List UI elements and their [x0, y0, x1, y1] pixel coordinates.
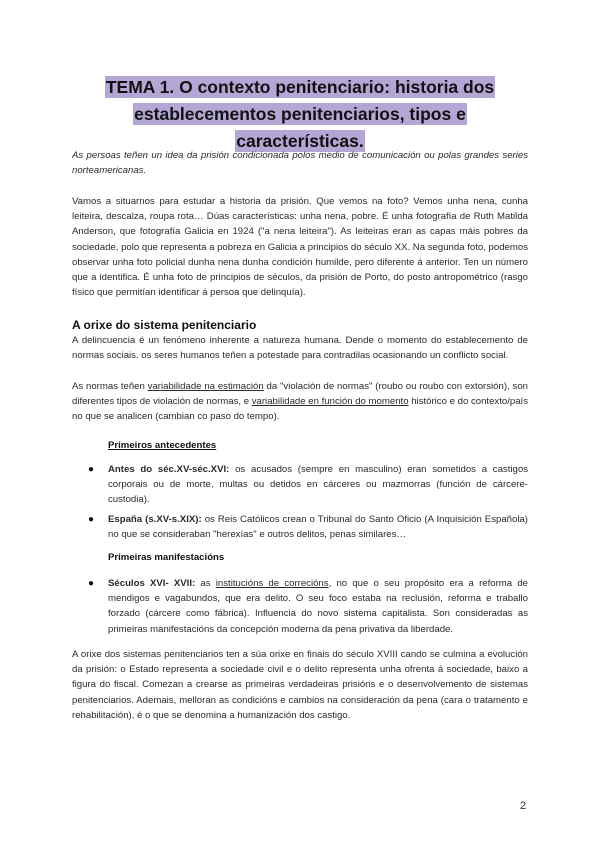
bullet-icon: ● [88, 464, 95, 475]
paragraph-norms [72, 379, 528, 425]
link-variability-moment[interactable]: variabilidade en función do momento [251, 396, 409, 408]
norms-text-2: da "violación de normas" (roubo ou roubo con extorsión), son diferentes tipos de violación de normas, e [72, 381, 528, 408]
paragraph-history: Vamos a situarnos para estudar a historia da prisión. Que vemos na foto? Vemos unha nena, cunha leiteira, descalza, roupa rota… Dúas características: unha nena, pobre. É unha fotografía de Ruth Matilda Anderson, que fotografía Galicia en 1924 ("a nena leiteira"). As leiteiras eran as capas máis pobres da sociedade, polo que representa a pobreza en Galicia a principios do século XX. Na segunda foto, podemos observar unha foto policial dunha nena dunha condición humilde, pero diferente á anterior. Ten un número que a identifica. É unha foto de principios de séculos, da prisión de Porto, do posto antropométrico (rasgo físico que permitían identificar á persoa que delinquía). [72, 196, 528, 299]
subheading-first-antecedents-text: Primeiros antecedentes [108, 440, 217, 451]
intro-paragraph: As persoas teñen un idea da prisión condicionada polos medio de comunicación ou polas grandes series norteamericanas. [72, 150, 528, 177]
list-item-label: Antes do séc.XV-séc.XVI: [108, 464, 230, 475]
subheading-first-antecedents [108, 440, 216, 451]
paragraph-origin-systems: A orixe dos sistemas penitenciarios ten a súa orixe en finais do século XVIII cando se culmina a evolución da prisión: o Estado representa a sociedade civil e o delito representa unha ofrenta á sociedade, baixo a figura do fiscal. Comezan a crearse as primeiras verdadeiras prisións e o desenvolvemento de sistemas penitenciarios. Ademais, melloran as condicións e cambios na consideración da pena (cara o tratamento e rehabilitación), é o que se denomina a humanización dos castigo. [72, 649, 528, 721]
page-title [72, 74, 528, 155]
subheading-first-manifestations: Primeiras manifestacións [108, 552, 225, 563]
link-variability-estimation[interactable]: variabilidade na estimación [147, 381, 264, 392]
section-heading: A orixe do sistema penitenciario [72, 318, 257, 332]
list-item-before-xv [108, 462, 528, 508]
link-correction-institutions[interactable]: institucións de correcións [215, 578, 329, 589]
list-item-label: España (s.XV-s.XIX): [108, 514, 202, 525]
list-item-pre: as [195, 578, 216, 589]
list-item-text: os acusados (sempre en masculino) eran sometidos a castigos corporais ou de morte, multas ou detidos en cárceres ou mazmorras (función de cárcere-custodia). [108, 464, 528, 506]
paragraph-delinquency: A delincuencia é un fenómeno inherente a natureza humana. Dende o momento do establecemento de normas sociais. os seres humanos teñen a potestade para contradilas ocasionando un conflicto social. [72, 335, 528, 362]
list-item-text: , no que o seu propósito era a reforma de mendigos e vagabundos, que era delito. O seu foco estaba na reclusión, reforma e traballo forzado (cárcere como fábrica). Influencia do novo sistema capitalista. Son consideradas as primeiras manifestacións da concepción moderna da pena privativa da liberdade. [108, 578, 529, 635]
page-number: 2 [520, 800, 527, 812]
list-item-xvi-xvii [108, 576, 528, 637]
list-item-text: os Reis Católicos crean o Tribunal do Santo Oficio (A Inquisición Española) no que se consideraban "herexías" e outros delitos, penas similares… [108, 514, 529, 541]
list-item-spain [108, 512, 528, 542]
norms-text-1: As normas teñen [72, 381, 148, 392]
list-item-label: Séculos XVI- XVII: [108, 578, 196, 589]
norms-text-3: histórico e do contexto/país no que se analicen (cambian co paso do tempo). [72, 396, 529, 423]
bullet-icon: ● [88, 514, 95, 525]
title-text: TEMA 1. O contexto penitenciario: historia dos establecementos penitenciarios, tipos e características. [105, 77, 495, 151]
bullet-icon: ● [88, 578, 95, 589]
